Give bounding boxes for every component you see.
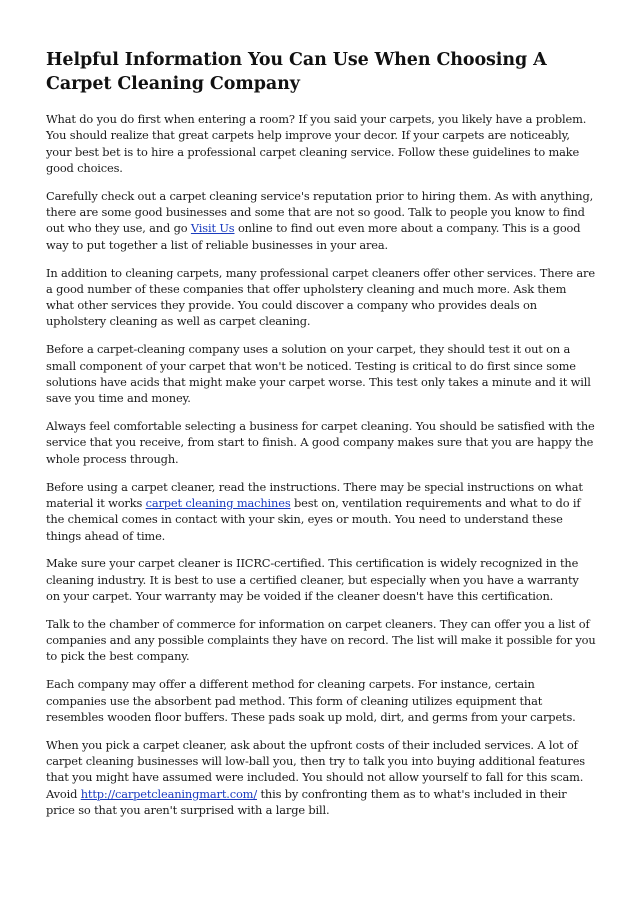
paragraph-text: online to find out even more about a company. This is a good way to put together a list of reliable businesses in your area. bbox=[46, 221, 581, 252]
paragraph-4: Before a carpet-cleaning company uses a solution on your carpet, they should test it out on a small component of your carpet that won't be noticed. Testing is critical to do first since some solutions have acids that might make your carpet worse. This test only takes a minute and it will save you time and money. bbox=[46, 342, 591, 406]
paragraph-1: What do you do first when entering a room? If you said your carpets, you likely have a problem. You should realize that great carpets help improve your decor. If your carpets are noticeably, your best bet is to hire a professional carpet cleaning service. Follow these guidelines to make good choices. bbox=[46, 112, 587, 175]
paragraph-text: best on, ventilation requirements and what to do if the chemical comes in contact with your skin, eyes or mouth. You need to understand these things ahead of time. bbox=[46, 495, 581, 543]
paragraph-3: In addition to cleaning carpets, many professional carpet cleaners offer other services. There are a good number of these companies that offer upholstery cleaning and much more. Ask them what other services they provide. You could discover a company who provides deals on upholstery cleaning as well as carpet cleaning. bbox=[46, 265, 595, 329]
paragraph-9: Each company may offer a different method for cleaning carpets. For instance, certain companies use the absorbent pad method. This form of cleaning utilizes equipment that resembles wooden floor buffers. These pads soak up mold, dirt, and germs from your carpets. bbox=[46, 677, 576, 724]
paragraph-2 bbox=[46, 188, 596, 253]
paragraph-5: Always feel comfortable selecting a business for carpet cleaning. You should be satisfied with the service that you receive, from start to finish. A good company makes sure that you are happy the whole process through. bbox=[46, 419, 595, 466]
paragraph-7: Make sure your carpet cleaner is IICRC-certified. This certification is widely recognized in the cleaning industry. It is best to use a certified cleaner, but especially when you have a warranty on your carpet. Your warranty may be voided if the cleaner doesn't have this certification. bbox=[46, 556, 579, 603]
paragraph-text: this by confronting them as to what's included in their price so that you aren't surprised with a large bill. bbox=[46, 786, 567, 818]
page-title: Helpful Information You Can Use When Choosing A Carpet Cleaning Company bbox=[46, 50, 547, 94]
paragraph-text: Carefully check out a carpet cleaning service's reputation prior to hiring them. As with anything, there are some good businesses and some that are not so good. Talk to people you know to find out who they use, and go bbox=[46, 188, 594, 236]
paragraph-6 bbox=[46, 479, 596, 544]
visit-us-link[interactable]: Visit Us bbox=[190, 221, 235, 236]
paragraph-text: When you pick a carpet cleaner, ask about the upfront costs of their included services. A lot of carpet cleaning businesses will low-ball you, then try to talk you into buying additional features that you might have assumed were included. You should not allow yourself to fall for this scam. Avoid bbox=[46, 737, 585, 801]
document-page bbox=[46, 48, 596, 830]
paragraph-8: Talk to the chamber of commerce for information on carpet cleaners. They can offer you a list of companies and any possible complaints they have on record. The list will make it possible for you to pick the best company. bbox=[46, 616, 596, 664]
carpet-cleaning-machines-link[interactable]: carpet cleaning machines bbox=[145, 495, 291, 510]
paragraph-text: Before using a carpet cleaner, read the instructions. There may be special instructions on what material it works bbox=[46, 479, 583, 510]
carpetcleaningmart-link[interactable]: http://carpetcleaningmart.com/ bbox=[80, 786, 258, 801]
paragraph-10 bbox=[46, 737, 596, 818]
